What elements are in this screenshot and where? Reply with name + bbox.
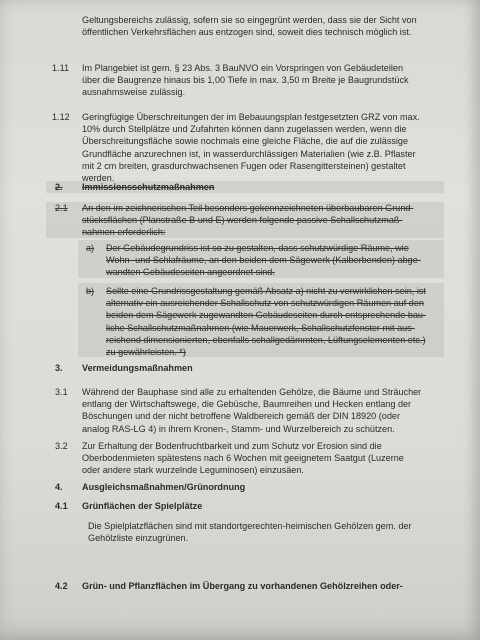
page-footer-blur [62, 628, 322, 638]
text-line: öffentlichen Verkehrsflächen aus entzogen sind, soweit dies technisch möglich ist. [82, 27, 412, 38]
section-number: 4.2 [55, 581, 68, 591]
text-line: wandten Gebäudeseiten angeordnet sind. [106, 267, 275, 278]
section-number: 1.12 [52, 112, 70, 122]
text-line: über die Baugrenze hinaus bis 1,00 Tiefe in max. 3,50 m Breite je Baugrundstück [82, 75, 409, 86]
text-line: entlang der Wirtschaftswege, die Gebüsche, Baumreihen und Hecken entlang der [82, 399, 412, 410]
text-line: Böschungen und der nicht betroffene Waldbereich gemäß der DIN 18920 (oder [82, 411, 400, 422]
section-number: 3.2 [55, 441, 68, 451]
section-title: Ausgleichsmaßnahmen/Grünordnung [82, 482, 246, 492]
text-line: reichend dimensionierten, ebenfalls schallgedämmten, Lüftungselementen etc.) [106, 334, 426, 345]
text-line: liche Schallschutzmaßnahmen (wie Mauerwerk, Schallschutzfenster mit aus- [106, 322, 415, 333]
text-line: Grundfläche anzurechnen ist, in wasserdurchlässigen Materialien (wie z.B. Pflaster [82, 148, 416, 159]
section-number: 3.1 [55, 387, 68, 397]
text-line: Während der Bauphase sind alle zu erhaltenden Gehölze, die Bäume und Sträucher [82, 387, 422, 397]
text-line: Geltungsbereichs zulässig, sofern sie so eingegrünt werden, dass sie der Sicht von [82, 15, 417, 25]
text-line: Sollte eine Grundrissgestaltung gemäß Absatz a) nicht zu verwirklichen sein, ist [106, 286, 426, 296]
text-line: 10% durch Stellplätze und Zufahrten können dann zugelassen werden, wenn die [82, 124, 407, 135]
section-number: 1.11 [52, 63, 70, 73]
section-title: Grün- und Pflanzflächen im Übergang zu vorhandenen Gehölzreihen oder- [82, 581, 403, 591]
text-line: Gehölzliste einzugrünen. [88, 533, 189, 544]
text-line: Überschreitungsfläche sowie nochmals eine gleiche Fläche, die auf die zulässige [82, 136, 409, 147]
section-title: Immissionsschutzmaßnahmen [82, 182, 215, 192]
section-number: 2. [55, 182, 63, 192]
text-line: alternativ ein ausreichender Schallschutz von schutzwürdigen Räumen auf den [106, 298, 424, 309]
section-number: 4. [55, 482, 63, 492]
text-line: Die Spielplatzflächen sind mit standortgerechten-heimischen Gehölzen gem. der [88, 521, 412, 531]
section-title: Vermeidungsmaßnahmen [82, 363, 193, 373]
item-label: b) [86, 286, 95, 296]
section-number: 2.1 [55, 203, 68, 213]
section-number: 3. [55, 363, 63, 373]
text-line: nahmen erforderlich: [82, 227, 166, 238]
text-line: zu gewährleisten. *) [106, 347, 186, 358]
text-line: Geringfügige Überschreitungen der im Bebauungsplan festgesetzten GRZ von max. [82, 112, 420, 122]
text-line: werden. [82, 173, 115, 184]
text-line: stücksflächen (Planstraße B und E) werden folgende passive Schallschutzmaß- [82, 215, 403, 226]
text-line: An den im zeichnerischen Teil besonders gekennzeichneten überbaubaren Grund- [82, 203, 414, 213]
text-line: Oberbodenmieten spätestens nach 6 Wochen mit geeignetem Saatgut (Luzerne [82, 453, 404, 464]
text-line: oder andere stark wurzelnde Leguminosen) einzusäen. [82, 465, 304, 476]
item-label: a) [86, 243, 95, 253]
text-line: ausnahmsweise zulässig. [82, 87, 186, 98]
section-title: Grünflächen der Spielplätze [82, 501, 203, 511]
text-line: Zur Erhaltung der Bodenfruchtbarkeit und zum Schutz vor Erosion sind die [82, 441, 382, 451]
text-line: Der Gebäudegrundriss ist so zu gestalten, dass schutzwürdige Räume, wie [106, 243, 409, 253]
text-line: Wohn- und Schlafräume, an den beiden dem Sägewerk (Kalberbenden) abge- [106, 255, 421, 266]
text-line: Im Plangebiet ist gem. § 23 Abs. 3 BauNVO ein Vorspringen von Gebäudeteilen [82, 63, 404, 73]
text-line: beiden dem Sägewerk zugewandten Gebäudeseiten durch entsprechende bau- [106, 310, 427, 321]
text-line: analog RAS-LG 4) in ihrem Kronen-, Stamm- und Wurzelbereich zu schützen. [82, 423, 395, 434]
section-number: 4.1 [55, 501, 68, 511]
text-line: mit 2 cm breiten, grasdurchwachsenen Fugen oder Rasengittersteinen) gestaltet [82, 160, 406, 171]
